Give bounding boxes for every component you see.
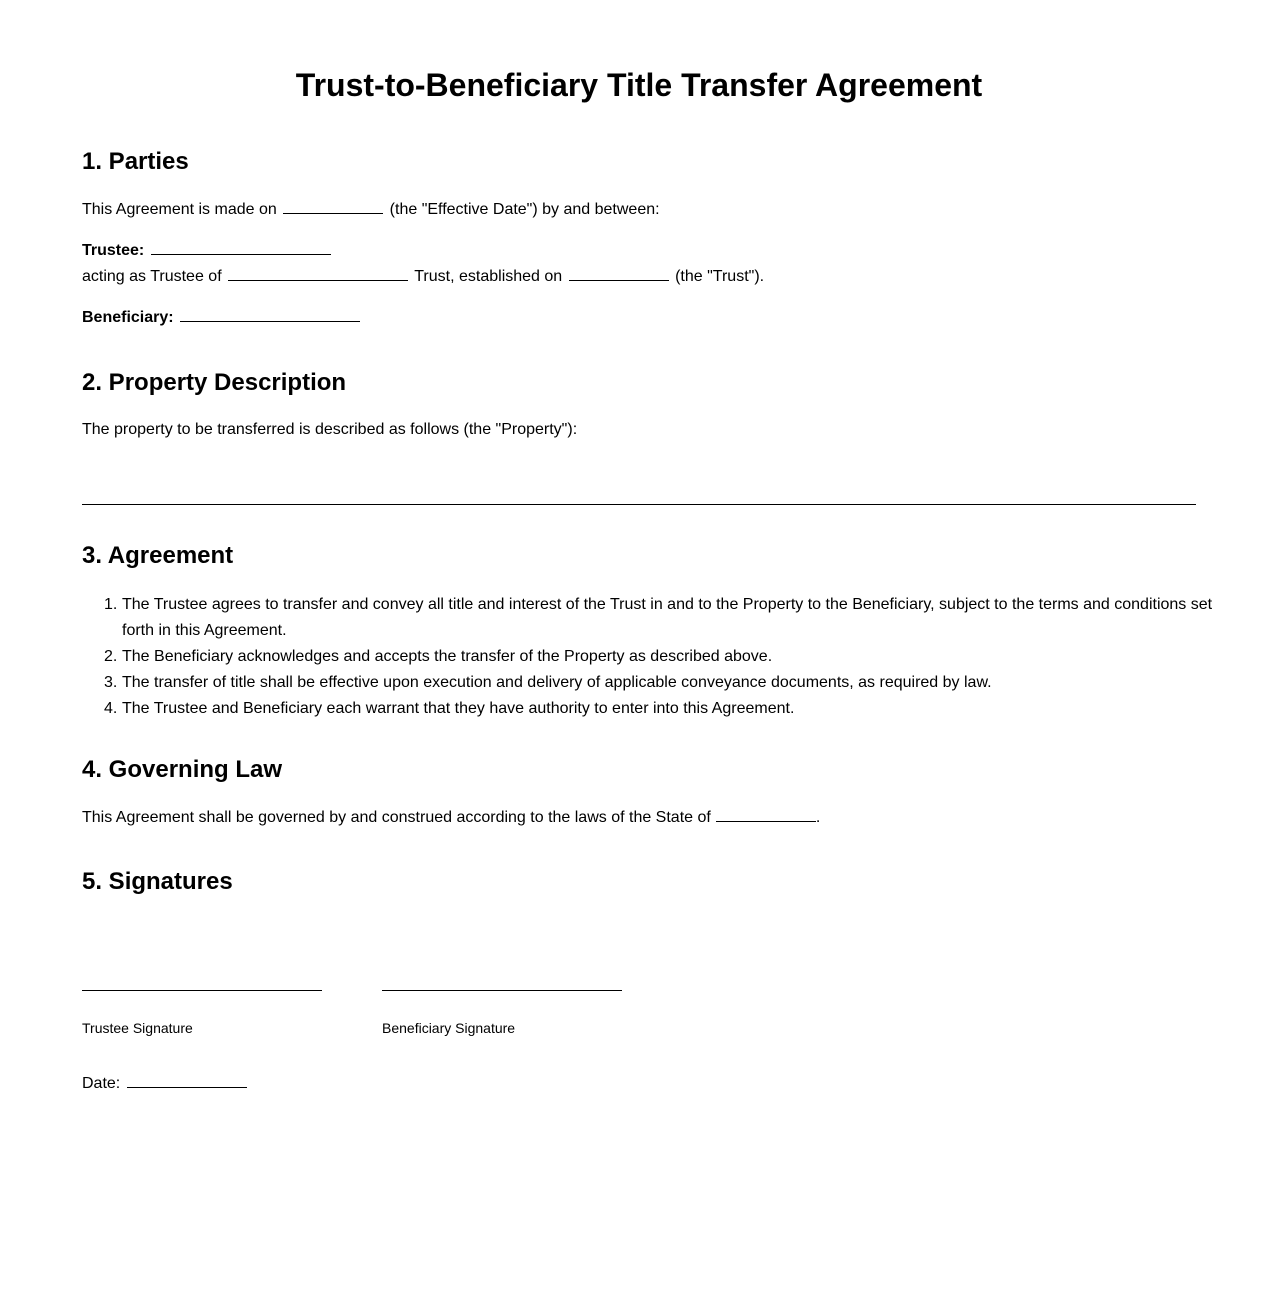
list-item-number: 4. — [104, 700, 118, 717]
beneficiary-name-blank[interactable] — [180, 307, 360, 322]
trustee-capacity-line — [82, 266, 764, 288]
governing-law-text — [82, 807, 820, 829]
trustee-capacity-middle: Trust, established on — [414, 268, 563, 285]
list-item — [104, 670, 1236, 696]
parties-intro-suffix: (the "Effective Date") by and between: — [389, 201, 660, 218]
list-item-text: The Trustee agrees to transfer and convey all title and interest of the Trust in and to the Property to the Beneficiary, subject to the terms and conditions set forth in this Agreement. — [122, 596, 1213, 639]
signatures-heading: 5. Signatures — [82, 868, 233, 895]
list-item-number: 1. — [104, 596, 118, 613]
parties-heading: 1. Parties — [82, 148, 189, 175]
list-item-text: The Beneficiary acknowledges and accepts the transfer of the Property as described above. — [122, 648, 773, 665]
trust-established-date-blank[interactable] — [569, 266, 669, 281]
governing-law-heading: 4. Governing Law — [82, 756, 283, 783]
trustee-name-blank[interactable] — [151, 240, 331, 255]
state-blank[interactable] — [716, 807, 816, 822]
list-item-number: 3. — [104, 674, 118, 691]
governing-law-suffix: . — [815, 809, 821, 826]
trustee-capacity-suffix: (the "Trust"). — [675, 268, 765, 285]
list-item — [104, 644, 1236, 670]
beneficiary-line — [82, 307, 362, 329]
trustee-signature-line[interactable] — [82, 990, 322, 991]
trustee-signature-label: Trustee Signature — [82, 1020, 193, 1036]
document-title: Trust-to-Beneficiary Title Transfer Agreement — [295, 67, 983, 103]
trustee-line — [82, 240, 333, 262]
signature-date-line — [82, 1073, 249, 1095]
trust-name-blank[interactable] — [228, 266, 408, 281]
list-item-text: The transfer of title shall be effective upon execution and delivery of applicable conveyance documents, as required by law. — [122, 674, 992, 691]
effective-date-blank[interactable] — [283, 199, 383, 214]
trustee-capacity-prefix: acting as Trustee of — [82, 268, 222, 285]
list-item-number: 2. — [104, 648, 118, 665]
list-item — [104, 696, 1236, 722]
list-item — [104, 592, 1236, 644]
agreement-terms-list — [82, 592, 1236, 722]
list-item-text: The Trustee and Beneficiary each warrant that they have authority to enter into this Agreement. — [122, 700, 795, 717]
governing-law-prefix: This Agreement shall be governed by and construed according to the laws of the State of — [82, 809, 711, 826]
date-label: Date: — [82, 1075, 121, 1092]
signature-date-blank[interactable] — [127, 1073, 247, 1088]
property-heading: 2. Property Description — [82, 369, 347, 396]
beneficiary-signature-line[interactable] — [382, 990, 622, 991]
trustee-label: Trustee: — [82, 242, 145, 259]
agreement-heading: 3. Agreement — [82, 542, 234, 569]
beneficiary-label: Beneficiary: — [82, 309, 174, 326]
parties-intro — [82, 199, 660, 221]
property-description-line[interactable] — [82, 504, 1196, 505]
property-text: The property to be transferred is described as follows (the "Property"): — [82, 421, 578, 438]
beneficiary-signature-label: Beneficiary Signature — [382, 1020, 516, 1036]
parties-intro-prefix: This Agreement is made on — [82, 201, 277, 218]
